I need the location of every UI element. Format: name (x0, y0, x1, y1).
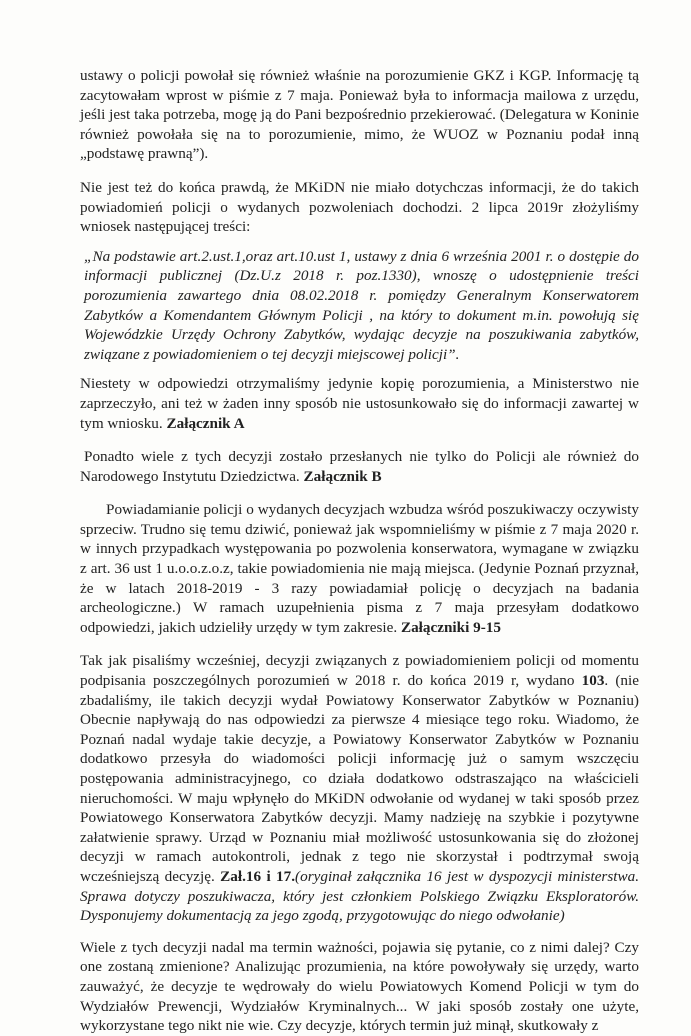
paragraph-6 (80, 651, 639, 925)
paragraph-4-text: Ponadto wiele z tych decyzji zostało przesłanych nie tylko do Policji ale również do Narodowego Instytutu Dziedzictwa. (80, 448, 639, 485)
attachments-16-17-label: Zał.16 i 17. (220, 867, 296, 885)
paragraph-6-note: (oryginał załącznika 16 jest w dyspozycji ministerstwa. Sprawa dotyczy poszukiwacza, który jest członkiem Polskiego Związku Eksploratorów. Dysponujemy dokumentacją za jego zgodą, przygotowując do niego odwołanie) (80, 867, 639, 925)
attachment-b-label: Załącznik B (303, 467, 382, 485)
paragraph-5-text: Powiadamianie policji o wydanych decyzjach wzbudza wśród poszukiwaczy oczywisty sprzeciw. Trudno się temu dziwić, ponieważ jak wspomnieliśmy w piśmie z 7 maja 2020 r. w innych przypadkach występowania po pozwolenia konserwatora, wymagane w związku z art. 36 ust 1 u.o.o.z.o.z, takie powiadomienia nie mają miejsca. (Jedynie Poznań przyznał, że w latach 2018-2019 - 3 razy powiadamiał policję o decyzjach na badania archeologiczne.) W ramach uzupełnienia pisma z 7 maja przesyłam dodatkowo odpowiedzi, jakich udzieliły urzędy w tym zakresie. (80, 501, 639, 636)
paragraph-6-text-a: Tak jak pisaliśmy wcześniej, decyzji związanych z powiadomieniem policji od momentu podpisania poszczególnych porozumień w 2018 r. do końca 2019 r, wydano (80, 652, 639, 690)
paragraph-3-text: Niestety w odpowiedzi otrzymaliśmy jedynie kopię porozumienia, a Ministerstwo nie zaprzeczyło, ani też w żaden inny sposób nie ustosunkowało się do informacji zawartej w tym wniosku. (80, 375, 639, 432)
decision-count: 103 (581, 672, 605, 690)
paragraph-5 (80, 500, 639, 637)
paragraph-7: Wiele z tych decyzji nadal ma termin ważności, pojawia się pytanie, co z nimi dalej? Czy one zostaną zmienione? Analizując prozumienia, na które powoływały się urzędy, warto zauważyć, że decyzje te wędrowały do wielu Powiatowych Komend Policji w tym do Wydziałów Prewencji, Wydziałów Kryminalnych... W jaki sposób zostały one użyte, wykorzystane tego nikt nie wie. Czy decyzje, których termin już minął, skutkowały z (80, 938, 639, 1035)
attachments-9-15-label: Załączniki 9-15 (400, 618, 501, 636)
paragraph-2: Nie jest też do końca prawdą, że MKiDN nie miało dotychczas informacji, że do takich powiadomień policji o wydanych pozwoleniach dochodzi. 2 lipca 2019r złożyliśmy wniosek następującej treści: (80, 178, 639, 236)
attachment-a-label: Załącznik A (166, 414, 245, 432)
paragraph-1: ustawy o policji powołał się również właśnie na porozumienie GKZ i KGP. Informację tą zacytowałam wprost w piśmie z 7 maja. Ponieważ była to informacja mailowa z urzędu, jeśli jest taka potrzeba, mogę ją do Pani bezpośrednio przekierować. (Delegatura w Koninie również powołała się na to porozumienie, mimo, że WUOZ w Poznaniu podał inną „podstawę prawną”). (80, 67, 639, 163)
paragraph-3 (80, 374, 639, 433)
quoted-request: „Na podstawie art.2.ust.1,oraz art.10.ust 1, ustawy z dnia 6 września 2001 r. o dostępie do informacji publicznej (Dz.U.z 2018 r. poz.1330), wnoszę o udostępnienie treści porozumienia zawartego dnia 08.02.2018 r. pomiędzy Generalnym Konserwatorem Zabytków a Komendantem Głównym Policji , na który to dokument m.in. powołują się Wojewódzkie Urzędy Ochrony Zabytków, wydając decyzje na poszukiwania zabytków, związane z powiadomieniem o tej decyzji miejscowej policji”. (84, 247, 639, 363)
paragraph-4 (80, 447, 639, 486)
paragraph-6-text-b: . (nie zbadaliśmy, ile takich decyzji wydał Powiatowy Konserwator Zabytków w Poznaniu) Obecnie napływają do nas odpowiedzi za pierwsze 4 miesiące tego roku. Wiadomo, że Poznań nadal wydaje takie decyzje, a Powiatowy Konserwator Zabytków w Poznaniu dodatkowo przesyła do wiadomości policji informację już o samym wszczęciu postępowania administracyjnego, co działa dodatkowo odstraszająco na właścicieli nieruchomości. W maju wpłynęło do MKiDN odwołanie od wydanej w taki sposób przez Powiatowego Konserwatora Zabytków decyzji. Mamy nadzieję na szybkie i pozytywne załatwienie sprawy. Urząd w Poznaniu miał możliwość ustosunkowania się do złożonej decyzji w ramach autokontroli, jednak z tego nie skorzystał i podtrzymał swoją wcześniejszą decyzję. (80, 672, 639, 885)
